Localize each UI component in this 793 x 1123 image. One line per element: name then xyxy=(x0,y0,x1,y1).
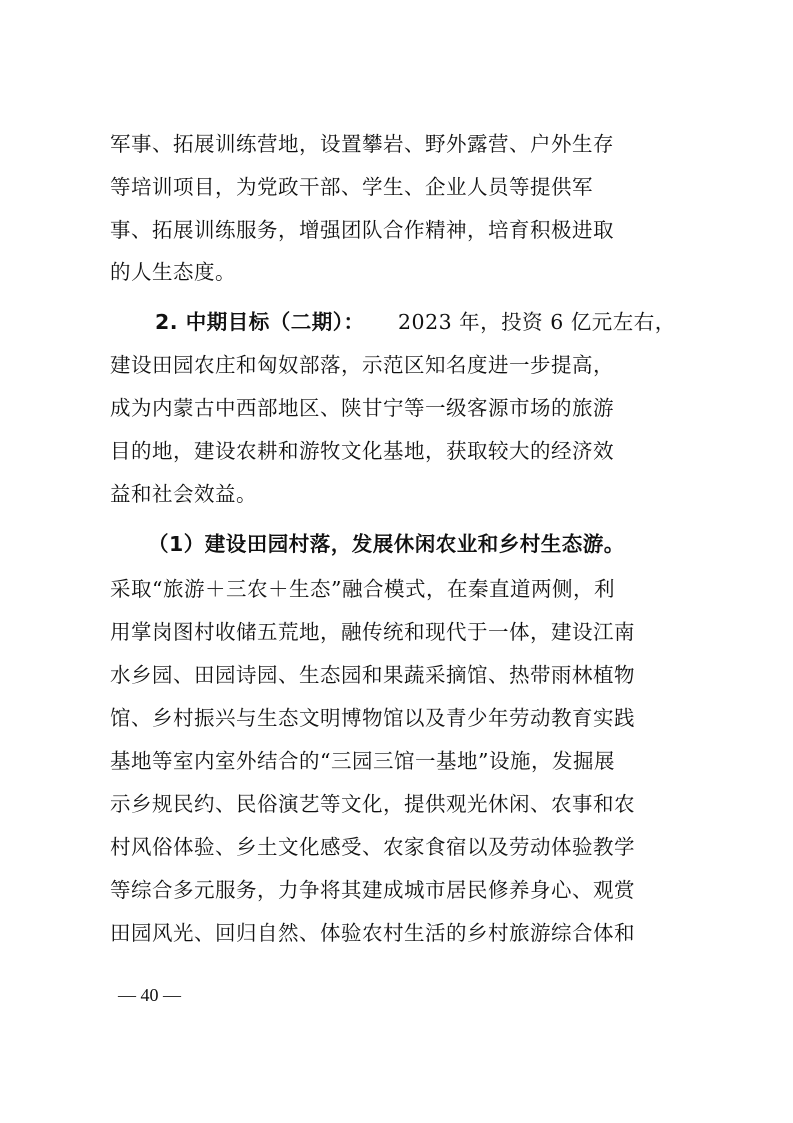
line-text: 示乡规民约、民俗演艺等文化，提供观光休闲、农事和农 xyxy=(110,792,635,816)
line-text: 水乡园、田园诗园、生态园和果蔬采摘馆、热带雨林植物 xyxy=(110,663,635,687)
line-text: 村风俗体验、乡土文化感受、农家食宿以及劳动体验教学 xyxy=(110,835,635,859)
line-text: 事、拓展训练服务，增强团队合作精神，培育积极进取 xyxy=(110,218,614,242)
page-number: — 40 — xyxy=(118,985,181,1005)
line-text: 田园风光、回归自然、体验农村生活的乡村旅游综合体和 xyxy=(110,921,635,945)
line-text: 等培训项目，为党政干部、学生、企业人员等提供军 xyxy=(110,175,593,199)
subsection-heading-line xyxy=(0,527,793,567)
section-heading: 2. 中期目标（二期）： xyxy=(155,310,365,334)
text-line xyxy=(0,572,793,612)
text-line xyxy=(0,391,793,431)
text-line xyxy=(0,873,793,913)
text-line xyxy=(0,787,793,827)
line-text: 成为内蒙古中西部地区、陕甘宁等一级客源市场的旅游 xyxy=(110,396,614,420)
text-line xyxy=(0,434,793,474)
text-line xyxy=(0,830,793,870)
line-text: 的人生态度。 xyxy=(110,260,236,284)
line-text: 2023 年，投资 6 亿元左右， xyxy=(398,310,676,334)
line-text: 馆、乡村振兴与生态文明博物馆以及青少年劳动教育实践 xyxy=(110,706,635,730)
line-text: 目的地，建设农耕和游牧文化基地，获取较大的经济效 xyxy=(110,439,614,463)
line-text: 益和社会效益。 xyxy=(110,482,257,506)
text-line xyxy=(0,744,793,784)
text-line xyxy=(0,127,793,167)
text-line xyxy=(0,615,793,655)
text-line xyxy=(0,477,793,517)
section-heading-line xyxy=(0,305,793,345)
line-text: 建设田园农庄和匈奴部落，示范区知名度进一步提高， xyxy=(110,353,614,377)
text-line xyxy=(0,255,793,295)
text-line xyxy=(0,701,793,741)
text-line xyxy=(0,916,793,956)
line-text: 等综合多元服务，力争将其建成城市居民修养身心、观赏 xyxy=(110,878,635,902)
text-line xyxy=(0,658,793,698)
text-line xyxy=(0,348,793,388)
text-line xyxy=(0,170,793,210)
line-text: 用掌岗图村收储五荒地，融传统和现代于一体，建设江南 xyxy=(110,620,635,644)
line-text: 军事、拓展训练营地，设置攀岩、野外露营、户外生存 xyxy=(110,132,614,156)
line-text: 采取“旅游＋三农＋生态”融合模式，在秦直道两侧，利 xyxy=(110,577,615,601)
subsection-heading: （1）建设田园村落，发展休闲农业和乡村生态游。 xyxy=(148,532,625,556)
text-line xyxy=(0,213,793,253)
line-text: 基地等室内室外结合的“三园三馆一基地”设施，发掘展 xyxy=(110,749,615,773)
